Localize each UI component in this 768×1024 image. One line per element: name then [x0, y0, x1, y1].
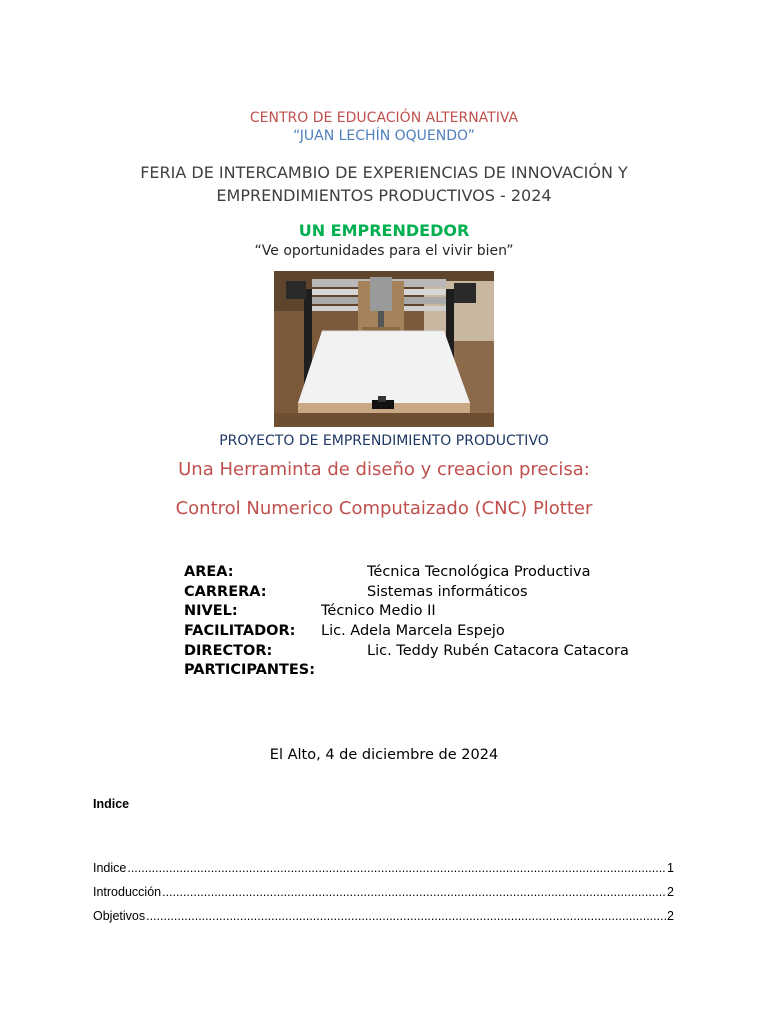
project-title-line2: Control Numerico Computaizado (CNC) Plotter: [175, 498, 593, 519]
carrera-value: Sistemas informáticos: [367, 583, 528, 600]
fair-title: [0, 161, 768, 207]
toc-leader-dots: [162, 885, 666, 899]
toc-entry[interactable]: [93, 885, 674, 899]
nivel-value: Técnico Medio II: [321, 603, 436, 620]
toc-entry[interactable]: [93, 861, 674, 875]
institution-subname: “JUAN LECHÍN OQUENDO”: [292, 128, 476, 144]
slogan-text: “Ve oportunidades para el vivir bien”: [254, 243, 514, 259]
facilitador-value: Lic. Adela Marcela Espejo: [321, 623, 505, 640]
project-label: PROYECTO DE EMPRENDIMIENTO PRODUCTIVO: [219, 433, 549, 449]
toc-leader-dots: [146, 909, 666, 923]
toc-entry-label: Introducción: [93, 885, 162, 899]
toc-entry-page: 2: [667, 909, 674, 923]
fair-title-line1: FERIA DE INTERCAMBIO DE EXPERIENCIAS DE INNOVACIÓN Y: [140, 163, 628, 182]
facilitador-label: FACILITADOR:: [184, 623, 296, 640]
slogan-title: UN EMPRENDEDOR: [298, 221, 470, 240]
toc-entry-label: Indice: [93, 861, 127, 875]
toc-entry-page: 2: [667, 885, 674, 899]
toc-entry[interactable]: [93, 909, 674, 923]
cnc-plotter-photo: [274, 271, 494, 427]
toc-entry-label: Objetivos: [93, 909, 146, 923]
toc-leader-dots: [127, 861, 666, 875]
area-value: Técnica Tecnológica Productiva: [367, 564, 591, 580]
director-label: DIRECTOR:: [184, 642, 273, 659]
carrera-label: CARRERA:: [184, 583, 267, 600]
area-label: AREA:: [184, 564, 234, 580]
institution-name: CENTRO DE EDUCACIÓN ALTERNATIVA: [249, 110, 519, 126]
document-date: El Alto, 4 de diciembre de 2024: [269, 747, 499, 763]
nivel-label: NIVEL:: [184, 603, 238, 620]
index-heading: Indice: [93, 797, 130, 811]
toc-entry-page: 1: [667, 861, 674, 875]
director-value: Lic. Teddy Rubén Catacora Catacora: [367, 642, 629, 659]
project-title-line1: Una Herraminta de diseño y creacion precisa:: [178, 459, 590, 480]
participantes-label: PARTICIPANTES:: [184, 662, 316, 679]
fair-title-line2: EMPRENDIMIENTOS PRODUCTIVOS - 2024: [216, 186, 552, 205]
